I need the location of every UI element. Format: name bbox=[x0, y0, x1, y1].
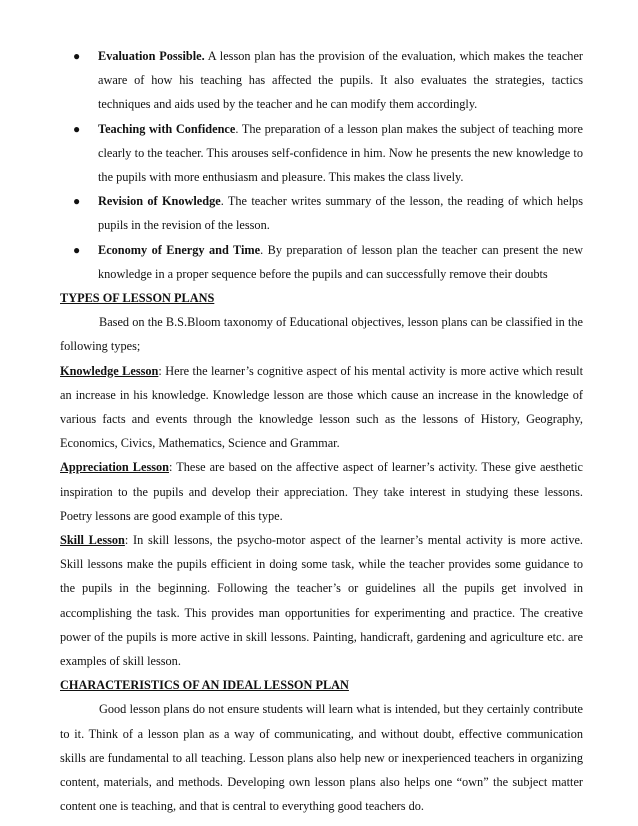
types-intro: Based on the B.S.Bloom taxonomy of Educational objectives, lesson plans can be classified in the following types; bbox=[60, 315, 583, 354]
characteristics-paragraph: Good lesson plans do not ensure students will learn what is intended, but they certainly contribute to it. Think of a lesson plan as a way of communicating, and without doubt, effective communication skills are fundamental to all teaching. Lesson plans also help new or inexperienced teachers in organizing content, materials, and methods. Developing own lesson plans also helps one “own” the subject matter content one is teaching, and that is central to everything good teachers do. bbox=[60, 702, 583, 814]
types-heading: TYPES OF LESSON PLANS bbox=[60, 291, 215, 306]
appreciation-lesson-paragraph bbox=[60, 455, 583, 528]
bullet-text: . The preparation of a lesson plan makes the subject of teaching more clearly to the teacher. This arouses self-confidence in him. Now he presents the new knowledge to the pupils with more enthusiasm and pleasure. This makes the class lively. bbox=[98, 121, 583, 185]
bullet-revision bbox=[60, 189, 583, 237]
skill-lesson-paragraph bbox=[60, 528, 583, 673]
bullet-dot-icon: ● bbox=[73, 121, 81, 136]
bullet-dot-icon: ● bbox=[73, 194, 81, 209]
bullet-confidence bbox=[60, 117, 583, 190]
bullet-dot-icon: ● bbox=[73, 242, 81, 257]
bullet-evaluation bbox=[60, 44, 583, 117]
skill-lesson-text: : In skill lessons, the psycho-motor aspect of the learner’s mental activity is more active. Skill lessons make the pupils efficient in doing some task, while the teacher provides some guidance to the pupils in the beginning. Following the teacher’s or guidelines all the pupils get involved in accomplishing the task. This provides man opportunities for experimenting and practice. The creative power of the pupils is more active in skill lessons. Painting, handicraft, gardening and agriculture etc. are examples of skill lesson. bbox=[60, 533, 583, 669]
page-content bbox=[60, 44, 583, 819]
bullet-lead: Evaluation Possible. bbox=[98, 49, 205, 63]
bullet-text: . The teacher writes summary of the lesson, the reading of which helps pupils in the revision of the lesson. bbox=[98, 194, 583, 233]
bullet-text: . By preparation of lesson plan the teacher can present the new knowledge in a proper sequence before the pupils and can successfully remove their doubts bbox=[98, 242, 583, 281]
bullet-text: A lesson plan has the provision of the evaluation, which makes the teacher aware of how his teaching has affected the pupils. It also evaluates the strategies, tactics techniques and aids used by the teacher and he can modify them accordingly. bbox=[98, 49, 583, 112]
bullet-lead: Economy of Energy and Time bbox=[98, 242, 261, 257]
knowledge-lesson-paragraph bbox=[60, 359, 583, 456]
bullet-lead: Teaching with Confidence bbox=[98, 121, 236, 136]
bullet-economy bbox=[60, 238, 583, 286]
appreciation-lesson-text: : These are based on the affective aspect of learner’s activity. These give aesthetic inspiration to the pupils and develop their appreciation. They take interest in studying these lessons. Poetry lessons are good example of this type. bbox=[60, 460, 583, 523]
bullet-dot-icon: ● bbox=[73, 49, 81, 63]
appreciation-lesson-term: Appreciation Lesson bbox=[60, 460, 169, 475]
bullet-lead: Revision of Knowledge bbox=[98, 194, 221, 209]
knowledge-lesson-term: Knowledge Lesson bbox=[60, 363, 159, 378]
knowledge-lesson-text: : Here the learner’s cognitive aspect of his mental activity is more active which result an increase in his knowledge. Knowledge lesson are those which cause an increase in the knowledge of various facts and events through the knowledge lesson such as the lessons of History, Geography, Economics, Civics, Mathematics, Science and Grammar. bbox=[60, 363, 583, 451]
characteristics-heading: CHARACTERISTICS OF AN IDEAL LESSON PLAN bbox=[60, 678, 349, 693]
skill-lesson-term: Skill Lesson bbox=[60, 533, 125, 548]
